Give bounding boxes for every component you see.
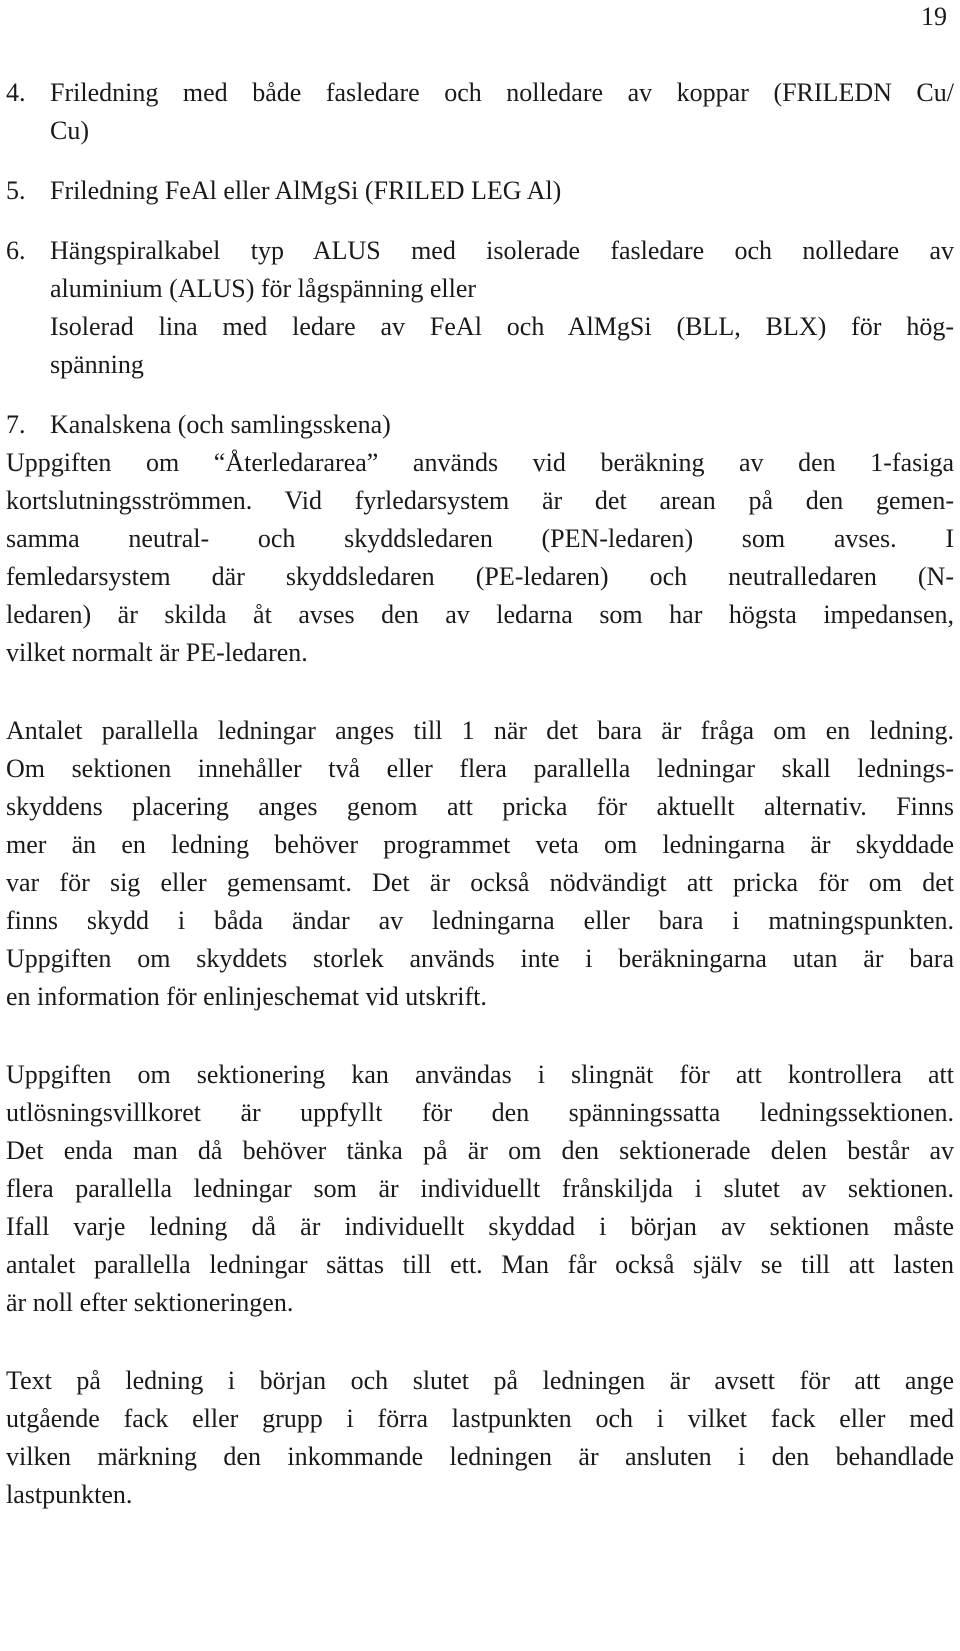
list-item-number: 5. bbox=[6, 176, 26, 205]
text-line: mer än en ledning behöver programmet veta om ledningarna är skyddade bbox=[6, 830, 954, 859]
text-line: flera parallella ledningar som är individuellt frånskiljda i slutet av sektionen. bbox=[6, 1174, 954, 1203]
text-line: kortslutningsströmmen. Vid fyrledarsystem är det arean på den gemen- bbox=[6, 486, 954, 515]
text-line: vilket normalt är PE-ledaren. bbox=[6, 638, 308, 667]
text-line: vilken märkning den inkommande ledningen är ansluten i den behandlade bbox=[6, 1442, 954, 1471]
text-line: Text på ledning i början och slutet på ledningen är avsett för att ange bbox=[6, 1366, 954, 1395]
text-line: Isolerad lina med ledare av FeAl och AlMgSi (BLL, BLX) för hög- bbox=[50, 312, 954, 341]
text-line: aluminium (ALUS) för lågspänning eller bbox=[50, 274, 477, 303]
text-line: Antalet parallella ledningar anges till 1 när det bara är fråga om en ledning. bbox=[6, 716, 954, 745]
numbered-list bbox=[6, 74, 954, 444]
text-line: utgående fack eller grupp i förra lastpunkten och i vilket fack eller med bbox=[6, 1404, 954, 1433]
text-line: en information för enlinjeschemat vid utskrift. bbox=[6, 982, 487, 1011]
list-item-4 bbox=[6, 74, 954, 150]
text-line: ledaren) är skilda åt avses den av ledarna som har högsta impedansen, bbox=[6, 600, 954, 629]
text-line: samma neutral- och skyddsledaren (PEN-ledaren) som avses. I bbox=[6, 524, 954, 553]
text-line: Om sektionen innehåller två eller flera parallella ledningar skall lednings- bbox=[6, 754, 954, 783]
text-line: skyddens placering anges genom att pricka för aktuellt alternativ. Finns bbox=[6, 792, 954, 821]
list-item-number: 7. bbox=[6, 410, 26, 439]
text-line: Hängspiralkabel typ ALUS med isolerade fasledare och nolledare av bbox=[50, 236, 954, 265]
paragraph-sectioning bbox=[6, 1056, 954, 1322]
list-item-number: 4. bbox=[6, 78, 26, 107]
text-line: Friledning FeAl eller AlMgSi (FRILED LEG Al) bbox=[50, 176, 562, 205]
document-body bbox=[6, 74, 954, 1554]
text-line: spänning bbox=[50, 350, 144, 379]
list-item-number: 6. bbox=[6, 236, 26, 265]
paragraph-return-conductor-area bbox=[6, 444, 954, 672]
page-number: 19 bbox=[921, 2, 947, 31]
text-line: Cu) bbox=[50, 116, 89, 145]
text-line: femledarsystem där skyddsledaren (PE-ledaren) och neutralledaren (N- bbox=[6, 562, 954, 591]
text-line: var för sig eller gemensamt. Det är också nödvändigt att pricka för om det bbox=[6, 868, 954, 897]
text-line: Det enda man då behöver tänka på är om den sektionerade delen består av bbox=[6, 1136, 954, 1165]
text-line: är noll efter sektioneringen. bbox=[6, 1288, 294, 1317]
text-line: Uppgiften om sektionering kan användas i slingnät för att kontrollera att bbox=[6, 1060, 954, 1089]
text-line: Friledning med både fasledare och nolledare av koppar (FRILEDN Cu/ bbox=[50, 78, 954, 107]
text-line: Uppgiften om “Återledararea” används vid beräkning av den 1-fasiga bbox=[6, 448, 954, 477]
list-item-6 bbox=[6, 232, 954, 384]
list-item-7 bbox=[6, 406, 954, 444]
text-line: Uppgiften om skyddets storlek används inte i beräkningarna utan är bara bbox=[6, 944, 954, 973]
text-line: finns skydd i båda ändar av ledningarna eller bara i matningspunkten. bbox=[6, 906, 954, 935]
paragraph-parallel-lines bbox=[6, 712, 954, 1016]
text-line: Kanalskena (och samlingsskena) bbox=[50, 410, 391, 439]
paragraph-line-text bbox=[6, 1362, 954, 1514]
text-line: utlösningsvillkoret är uppfyllt för den spänningssatta ledningssektionen. bbox=[6, 1098, 954, 1127]
text-line: lastpunkten. bbox=[6, 1480, 133, 1509]
text-line: Ifall varje ledning då är individuellt skyddad i början av sektionen måste bbox=[6, 1212, 954, 1241]
text-line: antalet parallella ledningar sättas till ett. Man får också själv se till att lasten bbox=[6, 1250, 954, 1279]
list-item-5 bbox=[6, 172, 954, 210]
